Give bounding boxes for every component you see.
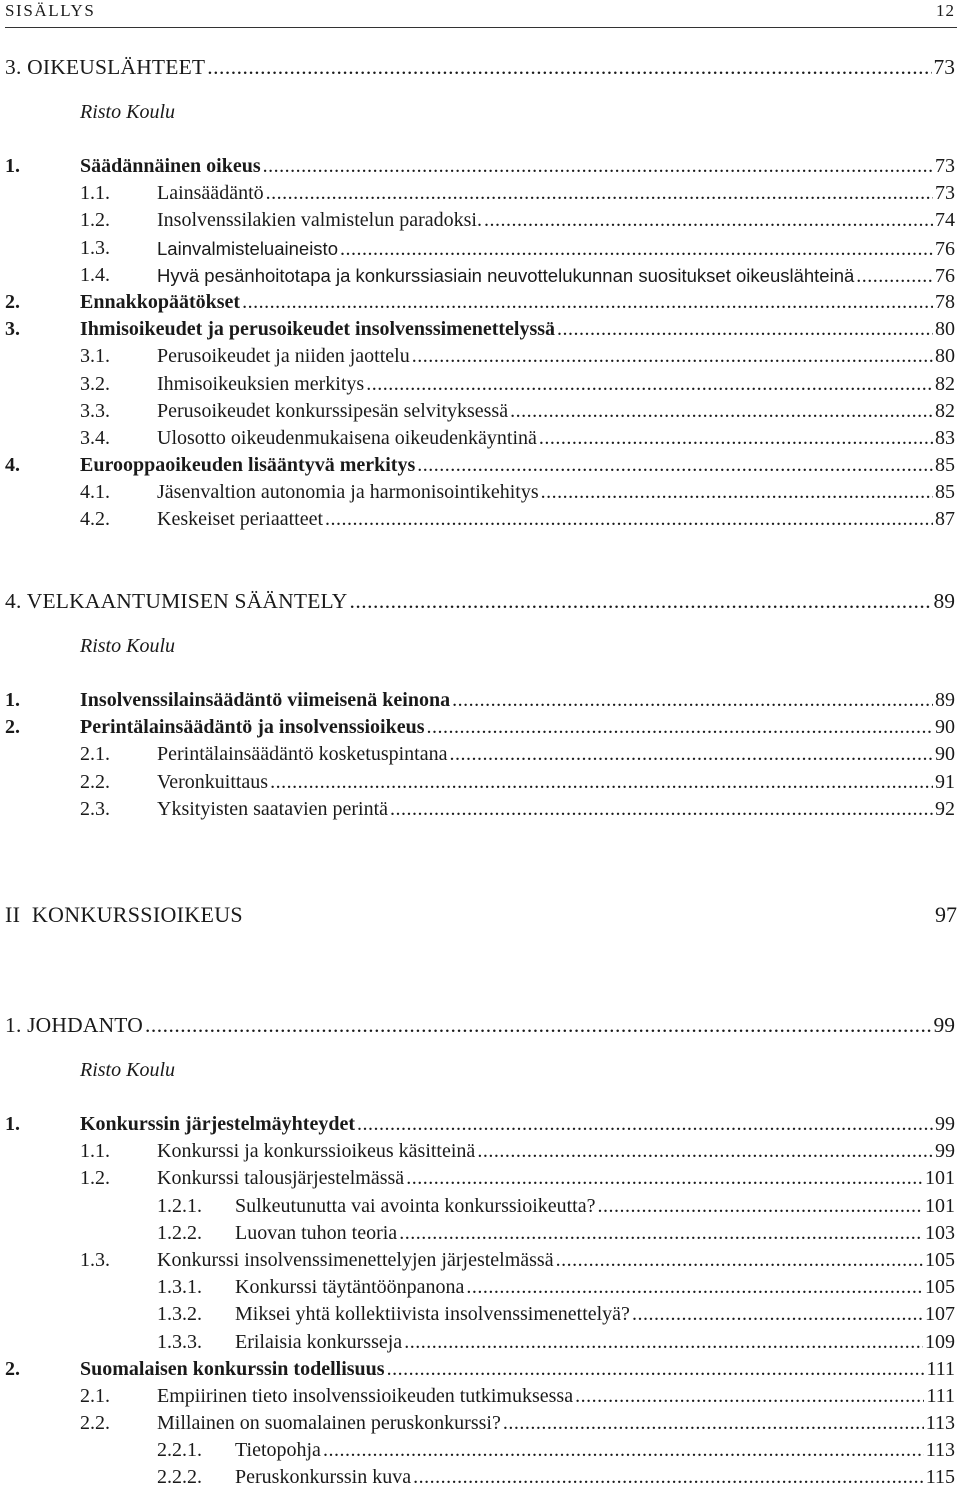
toc-leader-dots [207, 54, 931, 81]
toc-entry-number: 1.2. [80, 1167, 110, 1190]
toc-entry-title: Perusoikeudet ja niiden jaottelu [157, 345, 410, 368]
toc-leader-dots [270, 769, 933, 796]
toc-leader-line [157, 371, 955, 398]
toc-entry-title: Lainvalmisteluaineisto [157, 237, 338, 259]
toc-chapter-title [5, 588, 347, 615]
toc-entry-number: 1.2.1. [157, 1194, 202, 1217]
toc-entry-title: Eurooppaoikeuden lisääntyvä merkitys [80, 454, 416, 477]
toc-entry-title: Perusoikeudet konkurssipesän selvityksessä [157, 399, 509, 422]
toc-leader-dots [598, 1193, 924, 1220]
toc-entry [0, 1165, 960, 1192]
toc-entry-list [0, 687, 960, 823]
toc-entry-title: Konkurssi insolvenssimenettelyjen järjestelmässä [157, 1248, 554, 1271]
toc-chapter-block [0, 588, 960, 615]
toc-page-number: 115 [925, 1466, 955, 1489]
toc-page-number: 87 [935, 508, 955, 531]
toc-entry-number: 1.2. [80, 209, 110, 232]
toc-leader-line [80, 714, 955, 741]
toc-page-number: 105 [925, 1248, 955, 1271]
toc-entry [0, 506, 960, 533]
toc-entry-number: 3.4. [80, 426, 110, 449]
toc-leader-line [5, 1012, 955, 1039]
toc-entry-number: 2.2.1. [157, 1439, 202, 1462]
toc-entry [0, 769, 960, 796]
toc-entry [0, 262, 960, 289]
toc-chapter-text: VELKAANTUMISEN SÄÄNTELY [26, 589, 348, 613]
toc-entry [0, 316, 960, 343]
toc-entry [0, 180, 960, 207]
toc-leader-dots [449, 741, 933, 768]
toc-leader-dots [856, 263, 933, 290]
toc-entry-title: Konkurssi talousjärjestelmässä [157, 1167, 405, 1190]
toc-leader-line [157, 180, 955, 207]
toc-page-number: 83 [935, 426, 955, 449]
toc-entry [0, 289, 960, 316]
toc-chapter-title [5, 1012, 143, 1039]
toc-leader-dots [406, 1165, 923, 1192]
toc-entry-number: 3.2. [80, 372, 110, 395]
toc-entry-title: Tietopohja [235, 1439, 321, 1462]
toc-entry [0, 1301, 960, 1328]
toc-page-number: 82 [935, 399, 955, 422]
toc-leader-line [235, 1301, 955, 1328]
toc-entry-number: 3.1. [80, 345, 110, 368]
toc-author: Risto Koulu [80, 101, 176, 123]
toc-page-number: 73 [935, 155, 955, 177]
toc-leader-dots [539, 425, 933, 452]
toc-entry-number: 1.3. [80, 1248, 110, 1271]
toc-entry-title: Erilaisia konkursseja [235, 1330, 403, 1353]
toc-part-title: II KONKURSSIOIKEUS [5, 902, 243, 927]
toc-page-number: 92 [935, 797, 955, 820]
toc-leader-dots [503, 1410, 924, 1437]
toc-entry [0, 687, 960, 714]
toc-leader-dots [242, 289, 933, 316]
toc-entry [0, 207, 960, 234]
toc-leader-line [157, 262, 955, 290]
toc-entry-title: Hyvä pesänhoitotapa ja konkurssiasiain neuvottelukunnan suositukset oikeuslähteinä [157, 264, 855, 286]
toc-leader-dots [466, 1274, 923, 1301]
toc-leader-line [235, 1193, 955, 1220]
toc-page-number: 107 [925, 1303, 955, 1326]
toc-page-number: 113 [925, 1412, 955, 1435]
toc-leader-line [157, 796, 955, 823]
toc-leader-dots [417, 452, 933, 479]
toc-entry-number: 2.2.2. [157, 1466, 202, 1489]
toc-leader-line [157, 479, 955, 506]
toc-entry [0, 153, 960, 180]
toc-entry-number: 2.2. [80, 770, 110, 793]
toc-entry-number: 4. [5, 454, 20, 477]
toc-entry [0, 1138, 960, 1165]
toc-leader-line [80, 452, 955, 479]
toc-leader-dots [452, 687, 933, 714]
toc-entry-number: 2.2. [80, 1412, 110, 1435]
toc-page-number: 74 [935, 209, 955, 232]
toc-page-number: 101 [925, 1167, 955, 1190]
toc-entry [0, 1247, 960, 1274]
toc-leader-dots [349, 588, 931, 615]
toc-leader-line [235, 1437, 955, 1464]
toc-page-number: 103 [925, 1221, 955, 1244]
toc-author: Risto Koulu [80, 1059, 176, 1081]
toc-page-number: 73 [933, 55, 955, 79]
toc-entry-title: Suomalaisen konkurssin todellisuus [80, 1357, 385, 1380]
toc-entry [0, 1274, 960, 1301]
toc-page-number: 90 [935, 743, 955, 766]
toc-entry-title: Konkurssi täytäntöönpanona [235, 1276, 465, 1299]
toc-leader-line [80, 687, 955, 714]
toc-entry-number: 4.1. [80, 481, 110, 504]
toc-entry-title: Ihmisoikeuksien merkitys [157, 372, 365, 395]
toc-entry [0, 714, 960, 741]
toc-entry-number: 1. [5, 1113, 20, 1135]
toc-entry-number: 3. [5, 318, 20, 341]
toc-entry [0, 1464, 960, 1491]
toc-page-number: 91 [935, 770, 955, 793]
toc-entry-number: 1.3.3. [157, 1330, 202, 1353]
toc-leader-line [157, 506, 955, 533]
toc-entry-number: 2. [5, 716, 20, 739]
toc-page-number: 99 [933, 1013, 955, 1037]
toc-entry-number: 3.3. [80, 399, 110, 422]
toc-page-number: 90 [935, 716, 955, 739]
toc-entry [0, 1437, 960, 1464]
toc-leader-dots [366, 371, 933, 398]
toc-entry-number: 4.2. [80, 508, 110, 531]
toc-part-page-number: 97 [935, 902, 957, 927]
toc-chapter-number: 1. [5, 1013, 22, 1037]
toc-entry-number: 2.3. [80, 797, 110, 820]
toc-entry-number: 1.4. [80, 263, 110, 286]
toc-entry-number: 1. [5, 689, 20, 711]
toc-leader-line [80, 1111, 955, 1138]
toc-leader-dots [145, 1012, 932, 1039]
toc-leader-dots [387, 1356, 925, 1383]
toc-entry-number: 1. [5, 155, 20, 177]
toc-leader-line [80, 289, 955, 316]
toc-entry-title: Yksityisten saatavien perintä [157, 797, 389, 820]
toc-page-number: 89 [935, 689, 955, 711]
toc-entry-title: Ennakkopäätökset [80, 290, 241, 313]
toc-entry [0, 343, 960, 370]
toc-entry-title: Miksei yhtä kollektiivista insolvenssimenettelyä? [235, 1303, 630, 1326]
toc-leader-dots [340, 236, 933, 263]
toc-chapter-block [0, 54, 960, 81]
toc-entry-number: 1.2.2. [157, 1221, 202, 1244]
toc-page-number: 80 [935, 345, 955, 368]
toc-page-number: 113 [925, 1439, 955, 1462]
toc-leader-dots [427, 714, 933, 741]
toc-entry [0, 1193, 960, 1220]
toc-leader-line [157, 1383, 955, 1410]
toc-chapter-heading [0, 1012, 960, 1039]
toc-leader-dots [263, 153, 933, 180]
toc-page-number: 73 [935, 182, 955, 205]
toc-leader-dots [325, 506, 933, 533]
toc-entry [0, 1410, 960, 1437]
toc-leader-line [157, 1138, 955, 1165]
toc-entry [0, 741, 960, 768]
toc-entry [0, 1329, 960, 1356]
toc-entry [0, 796, 960, 823]
toc-leader-line [5, 588, 955, 615]
toc-entry-title: Insolvenssilakien valmistelun paradoksi. [157, 209, 482, 232]
toc-leader-dots [477, 1138, 933, 1165]
toc-entry-title: Luovan tuhon teoria [235, 1221, 398, 1244]
toc-entry-title: Konkurssi ja konkurssioikeus käsitteinä [157, 1140, 476, 1163]
toc-leader-dots [404, 1329, 923, 1356]
toc-page-number: 89 [933, 589, 955, 613]
toc-leader-dots [390, 796, 933, 823]
toc-entry-title: Perintälainsäädäntö kosketuspintana [157, 743, 448, 766]
toc-leader-dots [323, 1437, 924, 1464]
toc-page-number: 101 [925, 1194, 955, 1217]
toc-page-number: 85 [935, 481, 955, 504]
toc-leader-line [235, 1329, 955, 1356]
toc-leader-line [80, 316, 955, 343]
toc-chapter-text: JOHDANTO [27, 1013, 143, 1037]
toc-entry [0, 1383, 960, 1410]
toc-entry-title: Perintälainsäädäntö ja insolvenssioikeus [80, 716, 425, 739]
running-head-page-number: 12 [936, 1, 955, 20]
toc-entry-title: Peruskonkurssin kuva [235, 1466, 412, 1489]
toc-leader-line [157, 235, 955, 263]
toc-page-number: 76 [935, 264, 955, 287]
toc-entry-list [0, 1111, 960, 1492]
running-head-title: SISÄLLYS [5, 1, 96, 20]
toc-leader-line [157, 398, 955, 425]
toc-page-number: 80 [935, 318, 955, 341]
toc-chapter-title [5, 54, 205, 81]
toc-entry [0, 452, 960, 479]
toc-entry-number: 2.1. [80, 1384, 110, 1407]
toc-leader-line [157, 1247, 955, 1274]
toc-entry-number: 1.3.2. [157, 1303, 202, 1326]
toc-leader-dots [399, 1220, 923, 1247]
toc-entry-number: 2.1. [80, 743, 110, 766]
toc-entry-title: Lainsäädäntö [157, 182, 264, 205]
toc-leader-dots [484, 207, 933, 234]
toc-leader-line [157, 769, 955, 796]
toc-entry-title: Ulosotto oikeudenmukaisena oikeudenkäyntinä [157, 426, 537, 449]
toc-entry-title: Sulkeutunutta vai avointa konkurssioikeutta? [235, 1194, 596, 1217]
toc-leader-line [157, 425, 955, 452]
toc-chapter-number: 4. [5, 589, 22, 613]
toc-leader-line [235, 1274, 955, 1301]
toc-entry [0, 1111, 960, 1138]
toc-chapter-block [0, 1012, 960, 1039]
toc-leader-line [157, 343, 955, 370]
toc-entry [0, 425, 960, 452]
toc-page-number: 78 [935, 290, 955, 313]
toc-entry-list [0, 153, 960, 534]
toc-leader-line [5, 54, 955, 81]
toc-leader-dots [413, 1464, 924, 1491]
toc-page-number: 85 [935, 454, 955, 477]
toc-entry-title: Veronkuittaus [157, 770, 269, 793]
toc-page-number: 82 [935, 372, 955, 395]
toc-leader-line [157, 1165, 955, 1192]
toc-page-number: 76 [935, 237, 955, 260]
toc-page-number: 111 [926, 1357, 955, 1380]
toc-page-number: 99 [935, 1140, 955, 1163]
toc-entry [0, 235, 960, 262]
toc-leader-dots [412, 343, 933, 370]
toc-leader-dots [541, 479, 933, 506]
toc-entry-number: 1.3. [80, 236, 110, 259]
toc-entry-title: Ihmisoikeudet ja perusoikeudet insolvenssimenettelyssä [80, 318, 556, 341]
toc-entry-title: Jäsenvaltion autonomia ja harmonisointikehitys [157, 481, 539, 504]
toc-entry [0, 1220, 960, 1247]
toc-leader-dots [632, 1301, 923, 1328]
toc-entry-number: 1.1. [80, 182, 110, 205]
toc-entry-title: Insolvenssilainsäädäntö viimeisenä keinona [80, 689, 451, 711]
toc-leader-line [157, 741, 955, 768]
toc-leader-line [157, 207, 955, 234]
toc-chapter-heading [0, 588, 960, 615]
toc-leader-line [235, 1220, 955, 1247]
toc-author: Risto Koulu [80, 635, 176, 657]
toc-page-number: 109 [925, 1330, 955, 1353]
toc-entry [0, 371, 960, 398]
toc-entry-number: 2. [5, 290, 20, 313]
toc-leader-line [157, 1410, 955, 1437]
toc-entry [0, 398, 960, 425]
toc-leader-dots [357, 1111, 933, 1138]
toc-entry-title: Keskeiset periaatteet [157, 508, 324, 531]
toc-entry-number: 1.1. [80, 1140, 110, 1163]
running-head [5, 0, 957, 28]
toc-entry-title: Millainen on suomalainen peruskonkurssi? [157, 1412, 501, 1435]
toc-page-number: 105 [925, 1276, 955, 1299]
toc-leader-line [80, 1356, 955, 1383]
toc-leader-dots [557, 316, 933, 343]
toc-entry [0, 1356, 960, 1383]
toc-entry-title: Empiirinen tieto insolvenssioikeuden tutkimuksessa [157, 1384, 574, 1407]
toc-chapter-number: 3. [5, 55, 22, 79]
toc-entry [0, 479, 960, 506]
toc-leader-dots [556, 1247, 923, 1274]
toc-page-number: 111 [926, 1384, 955, 1407]
toc-leader-dots [575, 1383, 924, 1410]
toc-page-number: 99 [935, 1113, 955, 1135]
toc-entry-number: 2. [5, 1357, 20, 1380]
toc-entry-title: Konkurssin järjestelmäyhteydet [80, 1113, 355, 1135]
toc-leader-line [235, 1464, 955, 1491]
toc-entry-title: Säädännäinen oikeus [80, 155, 261, 177]
toc-leader-line [80, 153, 955, 180]
toc-entry-number: 1.3.1. [157, 1276, 202, 1299]
toc-chapter-text: OIKEUSLÄHTEET [27, 55, 206, 79]
toc-chapter-heading [0, 54, 960, 81]
toc-leader-dots [266, 180, 933, 207]
toc-leader-dots [510, 398, 933, 425]
